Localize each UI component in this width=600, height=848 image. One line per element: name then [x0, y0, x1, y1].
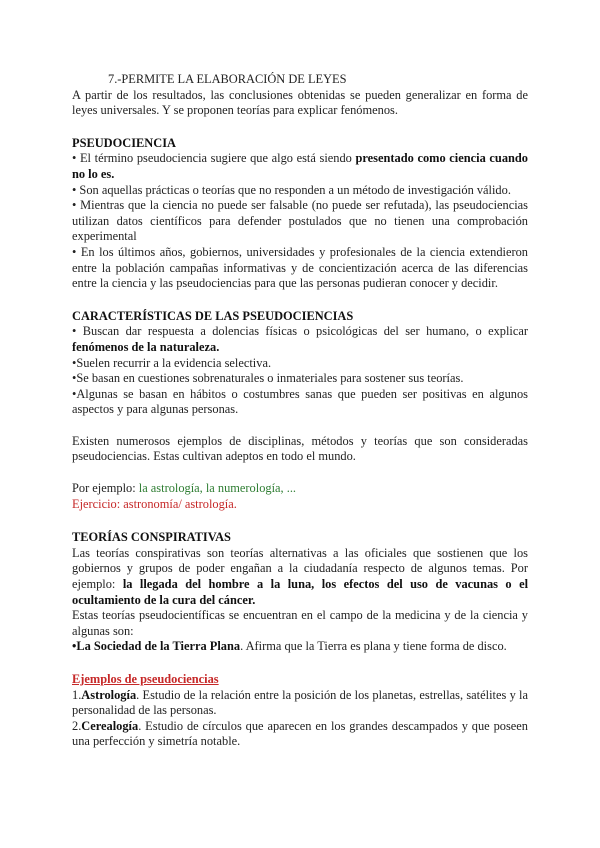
por-ejemplo-line	[72, 481, 528, 497]
item-text: . Estudio de círculos que aparecen en los grandes descampados y que poseen una perfección y simetría notable.	[72, 718, 528, 749]
conspirativas-paragraph-2: Estas teorías pseudocientíficas se encuentran en el campo de la medicina y de la ciencia y algunas son:	[72, 608, 528, 638]
pseudociencia-bullet-1	[72, 151, 528, 182]
item-number: 1.	[72, 687, 82, 702]
paragraph-bold: la llegada del hombre a la luna, los efectos del uso de vacunas o el ocultamiento de la cura del cáncer.	[72, 577, 529, 607]
conspirativas-paragraph-1	[72, 546, 528, 608]
ejemplo-item-1	[72, 688, 528, 719]
item-bold: Astrología	[81, 687, 137, 702]
bullet-bold: fenómenos de la naturaleza.	[72, 339, 220, 354]
conspirativas-heading: TEORÍAS CONSPIRATIVAS	[72, 530, 231, 545]
pseudociencia-bullet-4: • En los últimos años, gobiernos, universidades y profesionales de la ciencia extendieron entre la población campañas informativas y de concientización acerca de las diferencias entre la ciencia y las pseudociencias para que las personas pudieran conocer y decidir.	[72, 244, 528, 291]
ejemplos-heading: Ejemplos de pseudociencias	[72, 672, 219, 686]
pseudociencia-bullet-3: • Mientras que la ciencia no puede ser falsable (no puede ser refutada), las pseudociencias utilizan datos científicos para defender postulados que no tienen una comprobación experimental	[72, 198, 528, 244]
item-bold: Cerealogía	[81, 718, 139, 733]
pseudociencia-bullet-2: • Son aquellas prácticas o teorías que no responden a un método de investigación válido.	[72, 182, 511, 197]
caracteristicas-bullet-3: •Se basan en cuestiones sobrenaturales o inmateriales para sostener sus teorías.	[72, 371, 464, 386]
por-ejemplo-label: Por ejemplo:	[72, 481, 139, 496]
bullet-text: • Buscan dar respuesta a dolencias físicas o psicológicas del ser humano, o explicar	[72, 324, 528, 339]
caracteristicas-bullet-4: •Algunas se basan en hábitos o costumbres sanas que pueden ser positivas en algunos aspectos y para algunas personas.	[72, 386, 528, 417]
conspirativas-bullet	[72, 639, 528, 655]
ejemplo-item-2	[72, 719, 528, 750]
caracteristicas-bullet-2: •Suelen recurrir a la evidencia selectiva.	[72, 355, 272, 370]
por-ejemplo-value: la astrología, la numerología, ...	[138, 481, 297, 496]
bullet-text: • El término pseudociencia sugiere que algo está siendo	[72, 151, 356, 166]
bullet-text: . Afirma que la Tierra es plana y tiene forma de disco.	[240, 639, 507, 654]
section-7-title: 7.-PERMITE LA ELABORACIÓN DE LEYES	[108, 72, 347, 86]
paragraph-text: Las teorías conspirativas son teorías alternativas a las oficiales que sostienen que los gobiernos y grupos de poder engañan a la ciudadanía respecto de algunos temas. Por ejemplo:	[72, 545, 528, 592]
examples-paragraph: Existen numerosos ejemplos de disciplinas, métodos y teorías que son consideradas pseudociencias. Estas cultivan adeptos en todo el mundo.	[72, 433, 528, 464]
caracteristicas-heading: CARACTERÍSTICAS DE LAS PSEUDOCIENCIAS	[72, 308, 354, 323]
item-text: . Estudio de la relación entre la posición de los planetas, estrellas, satélites y la personalidad de las personas.	[72, 687, 528, 718]
item-number: 2.	[72, 718, 82, 733]
section-7-body: A partir de los resultados, las conclusiones obtenidas se pueden generalizar en forma de leyes universales. Y se proponen teorías para explicar fenómenos.	[72, 87, 528, 118]
ejercicio-line: Ejercicio: astronomía/ astrología.	[72, 496, 237, 511]
bullet-bold: presentado como ciencia cuando no lo es.	[72, 151, 528, 181]
document-page	[72, 72, 528, 750]
caracteristicas-bullet-1	[72, 324, 528, 355]
bullet-bold: •La Sociedad de la Tierra Plana	[72, 639, 241, 654]
pseudociencia-heading: PSEUDOCIENCIA	[72, 135, 176, 150]
